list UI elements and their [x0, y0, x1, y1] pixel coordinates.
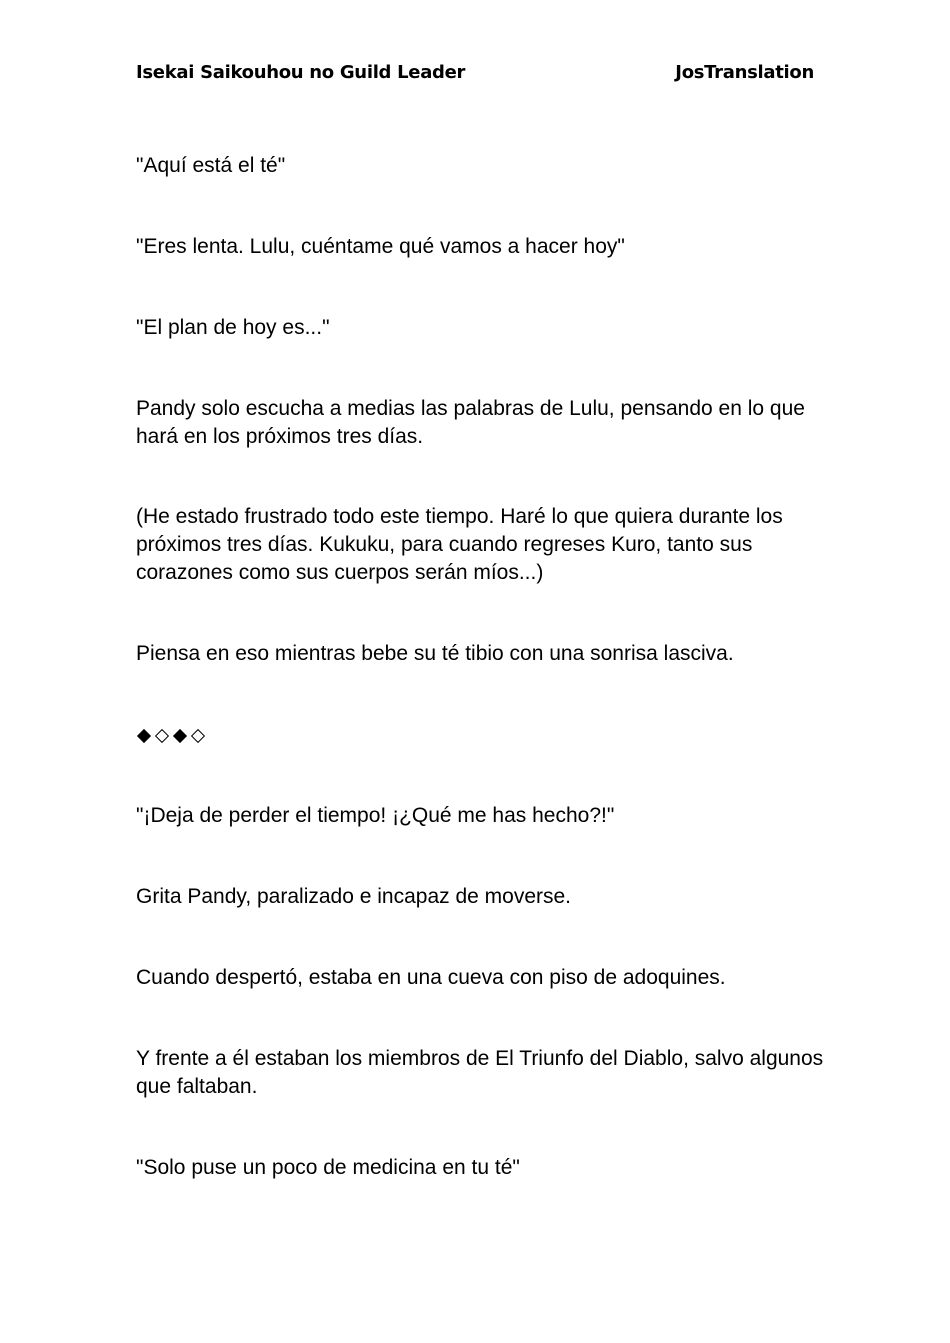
scene-separator [136, 722, 206, 750]
diamond-hollow-icon [191, 729, 205, 743]
paragraph-5: (He estado frustrado todo este tiempo. Haré lo que quiera durante los próximos tres días. Kukuku, para cuando regreses Kuro, tanto sus corazones como sus cuerpos serán míos...) [136, 505, 783, 584]
paragraph-4: Pandy solo escucha a medias las palabras de Lulu, pensando en lo que hará en los próximos tres días. [136, 397, 805, 448]
paragraph-7: "¡Deja de perder el tiempo! ¡¿Qué me has hecho?!" [136, 804, 615, 827]
paragraph-10: Y frente a él estaban los miembros de El Triunfo del Diablo, salvo algunos que faltaban. [136, 1047, 824, 1098]
diamond-solid-icon [137, 729, 151, 743]
paragraph-2: "Eres lenta. Lulu, cuéntame qué vamos a hacer hoy" [136, 235, 625, 258]
paragraph-3: "El plan de hoy es..." [136, 316, 330, 339]
diamond-hollow-icon [155, 729, 169, 743]
translator-credit: JosTranslation [675, 61, 814, 83]
paragraph-8: Grita Pandy, paralizado e incapaz de moverse. [136, 885, 572, 908]
paragraph-1: "Aquí está el té" [136, 154, 286, 177]
paragraph-9: Cuando despertó, estaba en una cueva con piso de adoquines. [136, 966, 726, 989]
paragraph-6: Piensa en eso mientras bebe su té tibio con una sonrisa lasciva. [136, 642, 734, 665]
page-header [136, 58, 814, 86]
paragraph-11: "Solo puse un poco de medicina en tu té" [136, 1156, 520, 1179]
diamond-solid-icon [173, 729, 187, 743]
novel-title: Isekai Saikouhou no Guild Leader [136, 61, 466, 83]
